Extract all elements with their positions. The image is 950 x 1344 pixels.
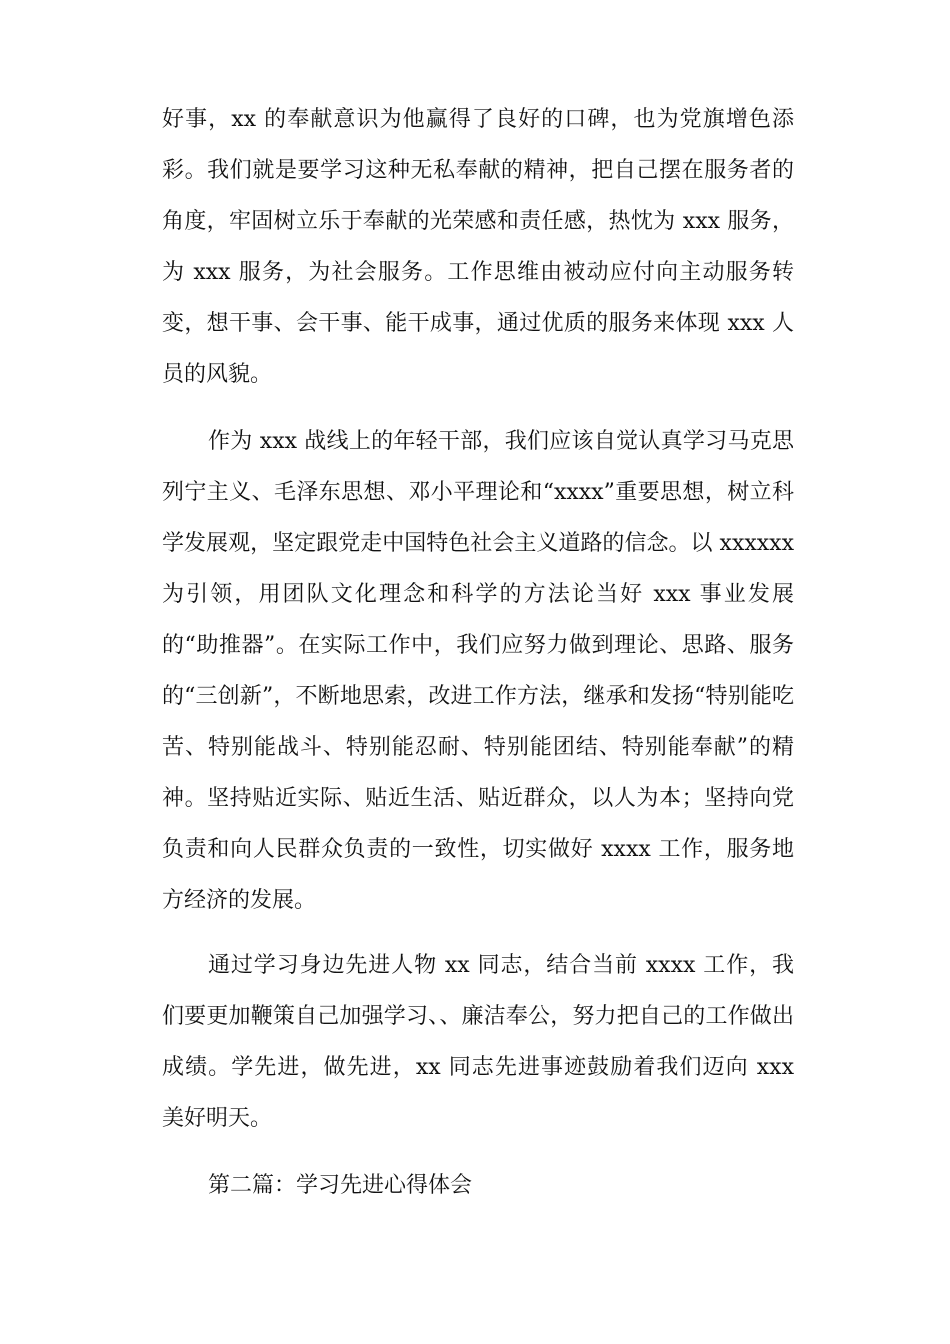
document-paragraph-3 [162, 940, 794, 1144]
document-paragraph-1 [162, 94, 794, 400]
paragraph-text: 作为 xxx 战线上的年轻干部，我们应该自觉认真学习马克思列宁主义、毛泽东思想、邓小平理论和“xxxx”重要思想，树立科学发展观，坚定跟党走中国特色社会主义道路的信念。以 xxxxxx 为引领，用团队文化理念和科学的方法论当好 xxx 事业发展的“助推器”。在实际工作中，我们应努力做到理论、思路、服务的“三创新”，不断地思索，改进工作方法，继承和发扬“特别能吃苦、特别能战斗、特别能忍耐、特别能团结、特别能奉献”的精神。坚持贴近实际、贴近生活、贴近群众，以人为本；坚持向党负责和向人民群众负责的一致性，切实做好 xxxx 工作，服务地方经济的发展。 [162, 429, 794, 913]
paragraph-text: 通过学习身边先进人物 xx 同志，结合当前 xxxx 工作，我们要更加鞭策自己加强学习、、廉洁奉公，努力把自己的工作做出成绩。学先进，做先进，xx 同志先进事迹鼓励着我们迈向 xxx 美好明天。 [162, 953, 794, 1131]
section-heading-text: 第二篇：学习先进心得体会 [208, 1173, 473, 1198]
document-paragraph-2 [162, 416, 794, 926]
section-heading [162, 1160, 794, 1211]
paragraph-text: 好事，xx 的奉献意识为他赢得了良好的口碑，也为党旗增色添彩。我们就是要学习这种无私奉献的精神，把自己摆在服务者的角度，牢固树立乐于奉献的光荣感和责任感，热忱为 xxx 服务，为 xxx 服务，为社会服务。工作思维由被动应付向主动服务转变，想干事、会干事、能干成事，通过优质的服务来体现 xxx 人员的风貌。 [162, 107, 794, 387]
